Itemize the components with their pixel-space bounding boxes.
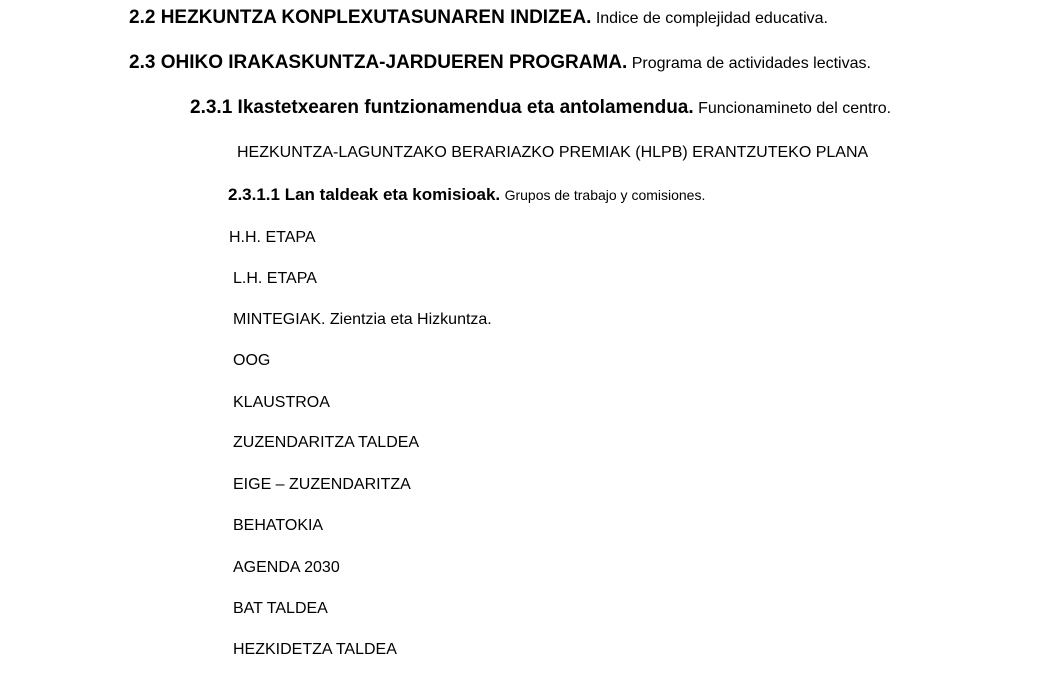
list-item: OOG bbox=[233, 352, 271, 369]
list-item: KLAUSTROA bbox=[233, 394, 330, 411]
heading-2-3-subtitle: Programa de actividades lectivas. bbox=[631, 55, 871, 72]
list-item: BAT TALDEA bbox=[233, 600, 328, 617]
list-item: HEZKIDETZA TALDEA bbox=[233, 641, 397, 658]
heading-2-3-1-1-title: 2.3.1.1 Lan taldeak eta komisioak. bbox=[228, 185, 501, 204]
list-item: EIGE – ZUZENDARITZA bbox=[233, 476, 411, 493]
heading-2-2-subtitle: Indice de complejidad educativa. bbox=[595, 10, 828, 27]
list-item: ZUZENDARITZA TALDEA bbox=[233, 434, 420, 451]
plan-line: HEZKUNTZA-LAGUNTZAKO BERARIAZKO PREMIAK (HLPB) ERANTZUTEKO PLANA bbox=[237, 144, 869, 161]
list-item: L.H. ETAPA bbox=[233, 270, 317, 287]
list-item: AGENDA 2030 bbox=[233, 559, 340, 576]
heading-2-3-1 bbox=[190, 98, 891, 117]
list-item: H.H. ETAPA bbox=[229, 229, 316, 246]
heading-2-3-1-1 bbox=[228, 186, 705, 204]
list-item: MINTEGIAK. Zientzia eta Hizkuntza. bbox=[233, 311, 492, 328]
heading-2-3-title: 2.3 OHIKO IRAKASKUNTZA-JARDUEREN PROGRAMA. bbox=[129, 52, 628, 73]
heading-2-2 bbox=[129, 8, 828, 27]
heading-2-3 bbox=[129, 53, 871, 72]
heading-2-2-title: 2.2 HEZKUNTZA KONPLEXUTASUNAREN INDIZEA. bbox=[129, 7, 592, 28]
list-item: BEHATOKIA bbox=[233, 517, 324, 534]
heading-2-3-1-subtitle: Funcionamineto del centro. bbox=[698, 100, 892, 117]
heading-2-3-1-title: 2.3.1 Ikastetxearen funtzionamendua eta antolamendua. bbox=[190, 97, 694, 118]
heading-2-3-1-1-subtitle: Grupos de trabajo y comisiones. bbox=[504, 187, 706, 203]
